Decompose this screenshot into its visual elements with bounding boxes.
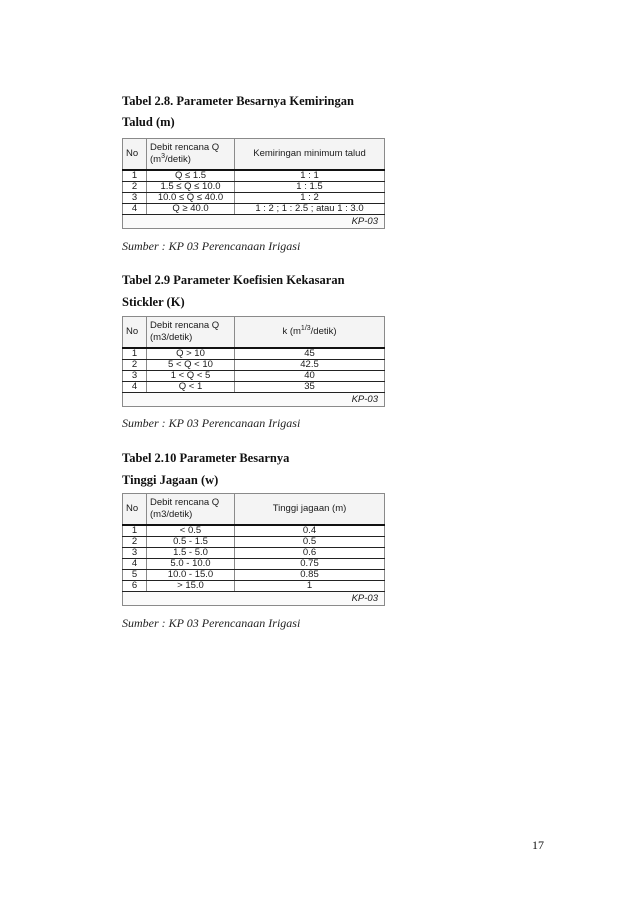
table-row <box>123 348 385 360</box>
cell-debit: 10.0 - 15.0 <box>147 570 235 581</box>
table-row <box>123 548 385 559</box>
cell-no: 4 <box>123 559 147 570</box>
cell-debit: > 15.0 <box>147 581 235 592</box>
cell-debit: 1 < Q < 5 <box>147 371 235 382</box>
table-footer-row <box>123 592 385 606</box>
cell-debit: 0.5 - 1.5 <box>147 537 235 548</box>
cell-no: 3 <box>123 548 147 559</box>
cell-no: 4 <box>123 204 147 215</box>
table-row <box>123 204 385 215</box>
table-2-9-image <box>122 316 385 407</box>
table-header-row <box>123 317 385 349</box>
cell-debit: 5.0 - 10.0 <box>147 559 235 570</box>
cell-no: 1 <box>123 348 147 360</box>
cell-value: 1 <box>235 581 385 592</box>
table-row <box>123 559 385 570</box>
table-footer-row <box>123 393 385 407</box>
table-2-10-source: Sumber : KP 03 Perencanaan Irigasi <box>122 616 301 630</box>
table-2-10 <box>122 493 385 606</box>
header-debit <box>147 317 235 349</box>
cell-value: 35 <box>235 382 385 393</box>
header-debit <box>147 494 235 526</box>
cell-no: 2 <box>123 537 147 548</box>
table-2-10-image <box>122 493 385 606</box>
cell-value: 1 : 2 <box>235 193 385 204</box>
table-2-8-caption-line1: Tabel 2.8. Parameter Besarnya Kemiringan <box>122 94 354 108</box>
cell-no: 3 <box>123 193 147 204</box>
table-row <box>123 382 385 393</box>
unit-sup: 3 <box>161 152 165 160</box>
table-2-9 <box>122 316 385 407</box>
table-2-9-caption-line2: Stickler (K) <box>122 295 185 309</box>
page-number: 17 <box>532 838 544 852</box>
table-row <box>123 525 385 537</box>
cell-no: 6 <box>123 581 147 592</box>
table-footer-kp03: KP-03 <box>123 215 385 229</box>
table-row <box>123 360 385 371</box>
unit-post: /detik) <box>164 154 191 165</box>
header-debit-line1: Debit rencana Q <box>150 497 220 508</box>
cell-no: 4 <box>123 382 147 393</box>
cell-value: 1 : 2 ; 1 : 2.5 ; atau 1 : 3.0 <box>235 204 385 215</box>
cell-no: 2 <box>123 182 147 193</box>
cell-debit: Q ≥ 40.0 <box>147 204 235 215</box>
table-2-10-caption-line1: Tabel 2.10 Parameter Besarnya <box>122 451 290 465</box>
cell-debit: Q < 1 <box>147 382 235 393</box>
cell-value: 0.6 <box>235 548 385 559</box>
cell-no: 5 <box>123 570 147 581</box>
header-tinggi-jagaan: Tinggi jagaan (m) <box>235 494 385 526</box>
k-sup: 1/3 <box>300 324 311 332</box>
table-2-9-caption-line1: Tabel 2.9 Parameter Koefisien Kekasaran <box>122 273 345 287</box>
cell-debit: Q > 10 <box>147 348 235 360</box>
header-no: No <box>123 317 147 349</box>
table-2-8 <box>122 138 385 229</box>
header-debit-line1: Debit rencana Q <box>150 142 220 153</box>
header-debit-line2: (m3/detik) <box>150 332 193 343</box>
cell-debit: 1.5 - 5.0 <box>147 548 235 559</box>
table-row <box>123 570 385 581</box>
cell-value: 1 : 1 <box>235 170 385 182</box>
table-row <box>123 371 385 382</box>
cell-no: 1 <box>123 170 147 182</box>
table-footer-row <box>123 215 385 229</box>
table-2-10-caption-line2: Tinggi Jagaan (w) <box>122 473 219 487</box>
cell-value: 40 <box>235 371 385 382</box>
cell-debit: 5 < Q < 10 <box>147 360 235 371</box>
header-debit-line2 <box>150 154 191 165</box>
cell-no: 1 <box>123 525 147 537</box>
cell-value: 0.4 <box>235 525 385 537</box>
cell-value: 0.85 <box>235 570 385 581</box>
header-no: No <box>123 139 147 171</box>
table-row <box>123 170 385 182</box>
cell-debit: Q ≤ 1.5 <box>147 170 235 182</box>
table-2-8-image <box>122 138 385 229</box>
table-2-9-source: Sumber : KP 03 Perencanaan Irigasi <box>122 416 301 430</box>
k-pre: k (m <box>282 326 301 337</box>
header-no: No <box>123 494 147 526</box>
header-kemiringan: Kemiringan minimum talud <box>235 139 385 171</box>
table-row <box>123 537 385 548</box>
header-k <box>235 317 385 349</box>
header-debit-line2: (m3/detik) <box>150 509 193 520</box>
table-row <box>123 581 385 592</box>
table-header-row <box>123 494 385 526</box>
unit-pre: (m <box>150 154 162 165</box>
cell-no: 3 <box>123 371 147 382</box>
header-debit-line1: Debit rencana Q <box>150 320 220 331</box>
table-2-8-source: Sumber : KP 03 Perencanaan Irigasi <box>122 239 301 253</box>
cell-value: 0.75 <box>235 559 385 570</box>
cell-value: 0.5 <box>235 537 385 548</box>
cell-value: 45 <box>235 348 385 360</box>
cell-value: 42.5 <box>235 360 385 371</box>
table-header-row <box>123 139 385 171</box>
table-footer-kp03: KP-03 <box>123 592 385 606</box>
table-row <box>123 193 385 204</box>
k-post: /detik) <box>310 326 337 337</box>
cell-debit: 10.0 ≤ Q ≤ 40.0 <box>147 193 235 204</box>
table-row <box>123 182 385 193</box>
cell-debit: < 0.5 <box>147 525 235 537</box>
cell-debit: 1.5 ≤ Q ≤ 10.0 <box>147 182 235 193</box>
cell-value: 1 : 1.5 <box>235 182 385 193</box>
table-2-8-caption-line2: Talud (m) <box>122 115 175 129</box>
table-footer-kp03: KP-03 <box>123 393 385 407</box>
header-debit <box>147 139 235 171</box>
cell-no: 2 <box>123 360 147 371</box>
